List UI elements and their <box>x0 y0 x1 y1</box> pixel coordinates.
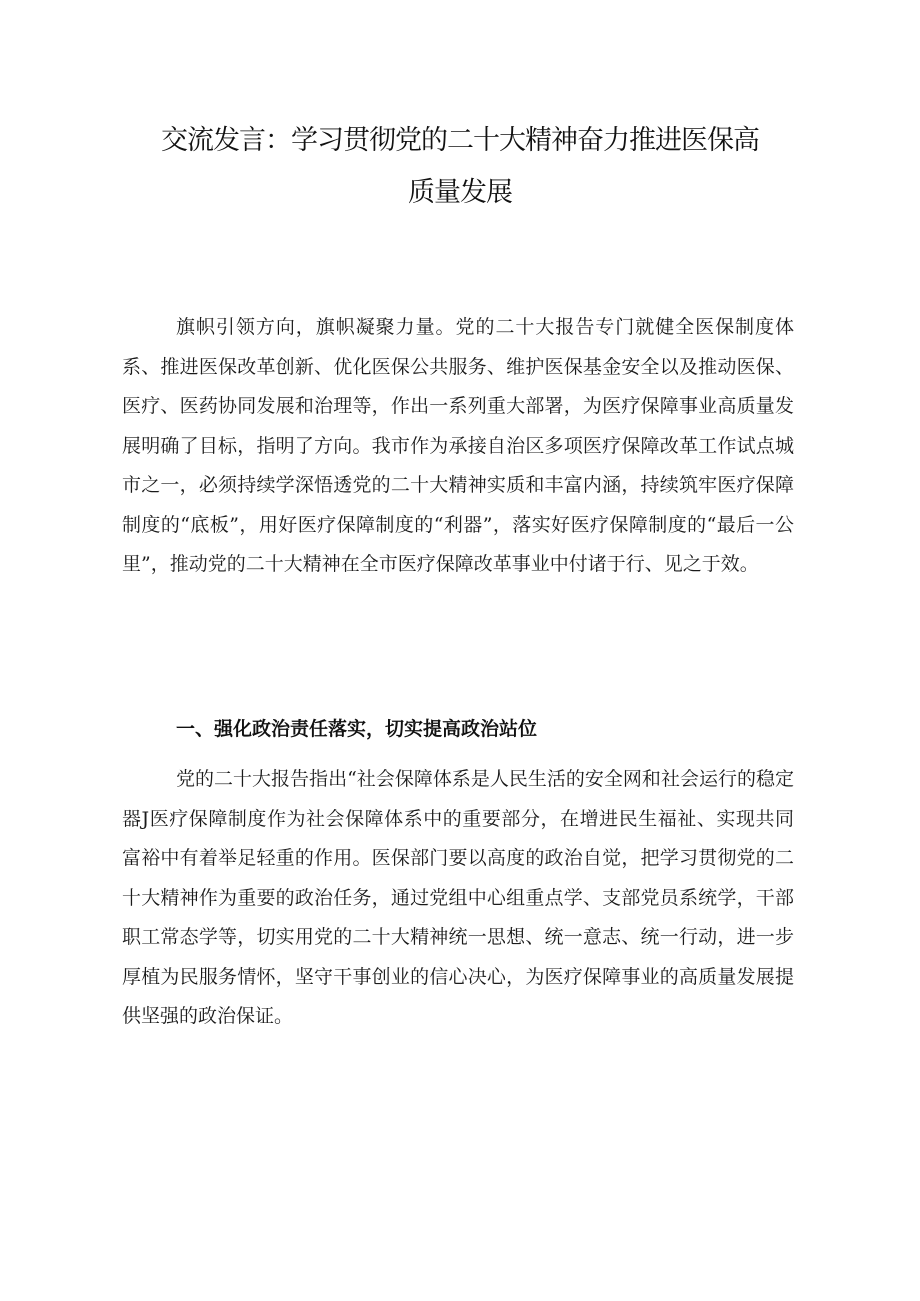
document-title-line-1: 交流发言：学习贯彻党的二十大精神奋力推进医保高 <box>161 125 759 156</box>
intro-paragraph: 旗帜引领方向，旗帜凝聚力量。党的二十大报告专门就健全医保制度体系、推进医保改革创新、优化医保公共服务、维护医保基金安全以及推动医保、医疗、医药协同发展和治理等，作出一系列重大部署，为医疗保障事业高质量发展明确了目标，指明了方向。我市作为承接自治区多项医疗保障改革工作试点城市之一，必须持续学深悟透党的二十大精神实质和丰富内涵，持续筑牢医疗保障制度的“底板”，用好医疗保障制度的“利器”，落实好医疗保障制度的“最后一公里”，推动党的二十大精神在全市医疗保障改革事业中付诸于行、见之于效。 <box>122 316 794 575</box>
document-title-line-2: 质量发展 <box>408 177 512 208</box>
section-heading-1: 一、强化政治责任落实，切实提高政治站位 <box>176 718 538 740</box>
section-1-paragraph: 党的二十大报告指出“社会保障体系是人民生活的安全网和社会运行的稳定器J医疗保障制度作为社会保障体系中的重要部分，在增进民生福祉、实现共同富裕中有着举足轻重的作用。医保部门要以高度的政治自觉，把学习贯彻党的二十大精神作为重要的政治任务，通过党组中心组重点学、支部党员系统学，干部职工常态学等，切实用党的二十大精神统一思想、统一意志、统一行动，进一步厚植为民服务情怀，坚守干事创业的信心决心，为医疗保障事业的高质量发展提供坚强的政治保证。 <box>122 768 794 1027</box>
